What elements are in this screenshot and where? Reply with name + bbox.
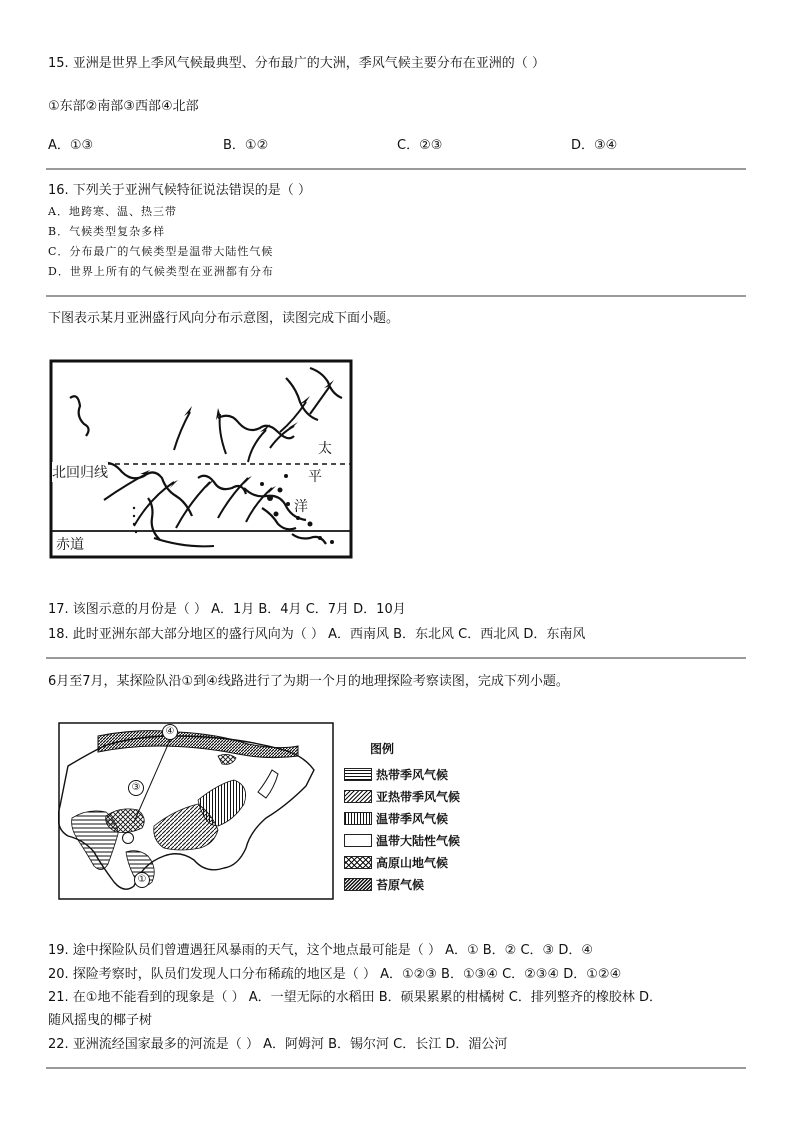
divider [46,1067,746,1069]
marker-1: ① [134,872,150,888]
climate-map [58,722,334,900]
q22: 22. 亚洲流经国家最多的河流是（ ） A．阿姆河 B．锡尔河 C．长江 D．湄公河 [48,1037,508,1052]
q16-option-c: C．分布最广的气候类型是温带大陆性气候 [48,245,274,258]
q15-stem: 15. 亚洲是世界上季风气候最典型、分布最广的大洲，季风气候主要分布在亚洲的（ ） [48,56,545,71]
climate-map-svg [58,722,334,900]
divider [46,295,746,297]
q16-option-d: D．世界上所有的气候类型在亚洲都有分布 [48,265,274,278]
ocean-label-3: 洋 [294,499,308,515]
q18: 18. 此时亚洲东部大部分地区的盛行风向为（ ） A．西南风 B．东北风 C．西北风 D．东南风 [48,627,586,642]
swatch-tropical-monsoon [344,768,372,781]
q15-option-b: B．①② [223,138,269,153]
legend-label: 苔原气候 [376,878,425,892]
q19: 19. 途中探险队员们曾遭遇狂风暴雨的天气，这个地点最可能是（ ） A．① B．② C．③ D．④ [48,943,593,958]
intro-map2: 6月至7月，某探险队沿①到④线路进行了为期一个月的地理探险考察读图，完成下列小题。 [48,674,569,689]
legend-label: 热带季风气候 [376,768,449,782]
q15-option-d: D．③④ [571,138,618,153]
swatch-subtropical-monsoon [344,790,372,803]
legend-label: 温带大陆性气候 [376,834,461,848]
q21-line2: 随风摇曳的椰子树 [48,1013,153,1028]
legend-title: 图例 [370,742,395,756]
swatch-tundra [344,878,372,891]
swatch-temperate-continental [344,834,372,847]
q21-line1: 21. 在①地不能看到的现象是（ ） A．一望无际的水稻田 B．硕果累累的柑橘树 C．排列整齐的橡胶林 D． [48,990,663,1005]
q20: 20. 探险考察时，队员们发现人口分布稀疏的地区是（ ） A．①②③ B．①③④ C．②③④ D．①②④ [48,967,622,982]
divider [46,168,746,170]
q16-option-a: A．地跨寒、温、热三带 [48,205,177,218]
q15-items: ①东部②南部③西部④北部 [48,99,199,114]
q15-option-c: C．②③ [397,138,443,153]
intro-map1: 下图表示某月亚洲盛行风向分布示意图，读图完成下面小题。 [48,311,400,326]
ocean-label-1: 太 [318,441,332,457]
equator-label: 赤道 [56,537,84,553]
q17: 17. 该图示意的月份是（ ） A．1月 B．4月 C．7月 D．10月 [48,602,406,617]
ocean-label-2: 平 [308,469,322,485]
marker-2 [122,832,134,844]
legend-label: 亚热带季风气候 [376,790,461,804]
divider [46,657,746,659]
swatch-plateau [344,856,372,869]
marker-3: ③ [128,780,144,796]
wind-map-svg [48,358,354,560]
swatch-temperate-monsoon [344,812,372,825]
marker-4: ④ [162,724,178,740]
q16-option-b: B．气候类型复杂多样 [48,225,166,238]
tropic-label: 北回归线 [52,462,108,482]
legend-label: 高原山地气候 [376,856,449,870]
q15-option-a: A．①③ [48,138,94,153]
wind-map [48,358,354,560]
legend-label: 温带季风气候 [376,812,449,826]
map-frame [51,361,351,557]
q16-stem: 16. 下列关于亚洲气候特征说法错误的是（ ） [48,183,311,198]
